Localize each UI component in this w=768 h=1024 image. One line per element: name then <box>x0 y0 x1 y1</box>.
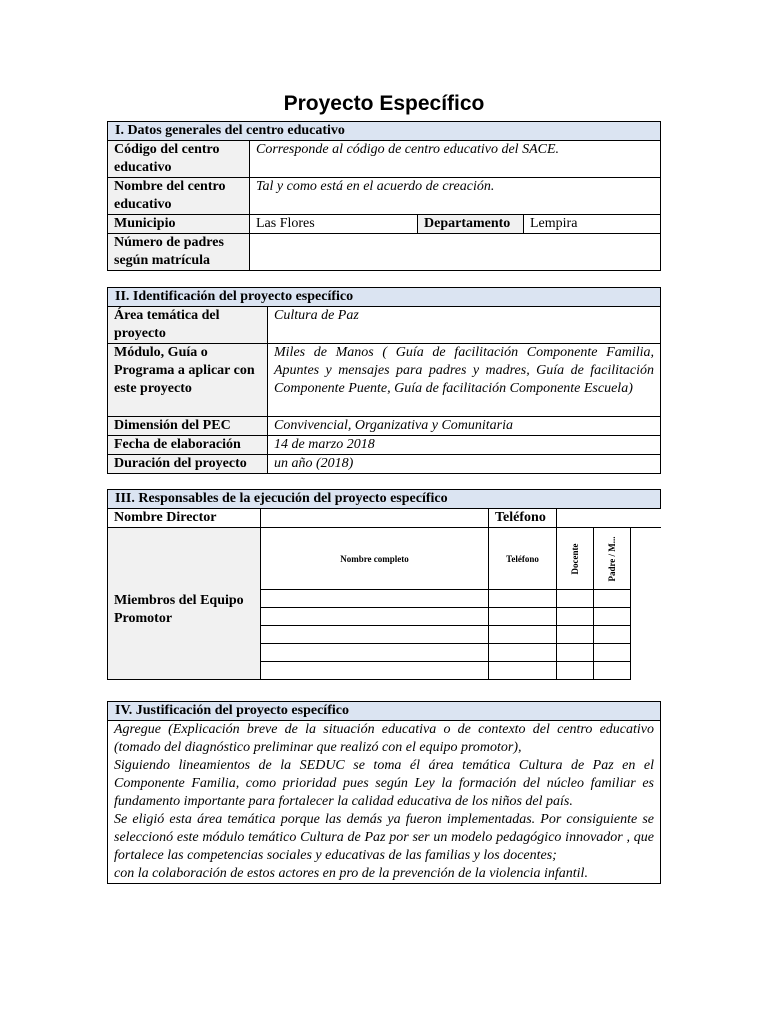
section-header: II. Identificación del proyecto específico <box>108 288 661 307</box>
member-name-cell[interactable] <box>261 590 489 608</box>
col-padre <box>594 528 631 590</box>
modulo-value[interactable]: Miles de Manos ( Guía de facilitación Componente Familia, Apuntes y mensajes para padres y madres, Guía de facilitación Componente Puente, Guía de facilitación Componente Escuela) <box>268 344 661 417</box>
col-nombre-completo: Nombre completo <box>261 528 489 590</box>
fecha-value[interactable]: 14 de marzo 2018 <box>268 436 661 455</box>
member-phone-cell[interactable] <box>489 626 557 644</box>
member-docente-cell[interactable] <box>557 644 594 662</box>
datos-generales-table <box>107 121 661 271</box>
page-title: Proyecto Específico <box>283 92 485 115</box>
member-name-cell[interactable] <box>261 662 489 680</box>
member-padre-cell[interactable] <box>594 644 631 662</box>
departamento-value[interactable]: Lempira <box>524 215 661 234</box>
area-label: Área temática del proyecto <box>108 307 268 344</box>
member-docente-cell[interactable] <box>557 662 594 680</box>
member-padre-cell[interactable] <box>594 608 631 626</box>
section-header: I. Datos generales del centro educativo <box>108 122 661 141</box>
municipio-value[interactable]: Las Flores <box>250 215 418 234</box>
director-value[interactable] <box>261 509 489 528</box>
member-phone-cell[interactable] <box>489 644 557 662</box>
col-docente-label: Docente <box>570 543 580 574</box>
departamento-label: Departamento <box>418 215 524 234</box>
member-name-cell[interactable] <box>261 644 489 662</box>
member-phone-cell[interactable] <box>489 608 557 626</box>
padres-label: Número de padres según matrícula <box>108 234 250 271</box>
spacer <box>631 528 661 590</box>
telefono-label: Teléfono <box>489 509 557 528</box>
nombre-centro-value[interactable]: Tal y como está en el acuerdo de creación. <box>250 178 661 215</box>
member-phone-cell[interactable] <box>489 590 557 608</box>
codigo-value[interactable]: Corresponde al código de centro educativo del SACE. <box>250 141 661 178</box>
nombre-centro-label: Nombre del centro educativo <box>108 178 250 215</box>
justificacion-body[interactable] <box>108 721 661 884</box>
section-header: III. Responsables de la ejecución del proyecto específico <box>108 490 661 509</box>
justificacion-paragraph: Siguiendo lineamientos de la SEDUC se toma él área temática Cultura de Paz en el Componente Familia, como prioridad pues según Ley la formación del núcleo familiar es fundamento importante para fortalecer la calidad educativa de los niños del país. <box>114 758 654 809</box>
dimension-value[interactable]: Convivencial, Organizativa y Comunitaria <box>268 417 661 436</box>
member-padre-cell[interactable] <box>594 626 631 644</box>
member-name-cell[interactable] <box>261 608 489 626</box>
fecha-label: Fecha de elaboración <box>108 436 268 455</box>
justificacion-paragraph: Se eligió esta área temática porque las demás ya fueron implementadas. Por consiguiente se seleccionó este módulo temático Cultura de Paz por ser un modelo pedagógico innovador , que fortalece las competencias sociales y educativas de las familias y los docentes; <box>114 812 654 863</box>
codigo-label: Código del centro educativo <box>108 141 250 178</box>
municipio-label: Municipio <box>108 215 250 234</box>
director-label: Nombre Director <box>108 509 261 528</box>
col-telefono: Teléfono <box>489 528 557 590</box>
col-padre-label: Padre / M... <box>607 535 617 582</box>
justificacion-table <box>107 701 661 884</box>
duracion-label: Duración del proyecto <box>108 455 268 474</box>
modulo-label: Módulo, Guía o Programa a aplicar con este proyecto <box>108 344 268 417</box>
identificacion-table <box>107 287 661 474</box>
director-telefono-value[interactable] <box>557 509 661 528</box>
member-docente-cell[interactable] <box>557 608 594 626</box>
dimension-label: Dimensión del PEC <box>108 417 268 436</box>
justificacion-paragraph: Agregue (Explicación breve de la situación educativa o de contexto del centro educativo (tomado del diagnóstico preliminar que realizó con el equipo promotor), <box>114 722 654 755</box>
area-value[interactable]: Cultura de Paz <box>268 307 661 344</box>
justificacion-paragraph: con la colaboración de estos actores en pro de la prevención de la violencia infantil. <box>114 866 588 881</box>
col-docente <box>557 528 594 590</box>
member-name-cell[interactable] <box>261 626 489 644</box>
responsables-table <box>107 489 661 680</box>
padres-value[interactable] <box>250 234 661 271</box>
member-padre-cell[interactable] <box>594 590 631 608</box>
member-padre-cell[interactable] <box>594 662 631 680</box>
member-phone-cell[interactable] <box>489 662 557 680</box>
section-header: IV. Justificación del proyecto específico <box>108 702 661 721</box>
miembros-label: Miembros del Equipo Promotor <box>108 528 261 680</box>
member-docente-cell[interactable] <box>557 590 594 608</box>
duracion-value[interactable]: un año (2018) <box>268 455 661 474</box>
member-docente-cell[interactable] <box>557 626 594 644</box>
